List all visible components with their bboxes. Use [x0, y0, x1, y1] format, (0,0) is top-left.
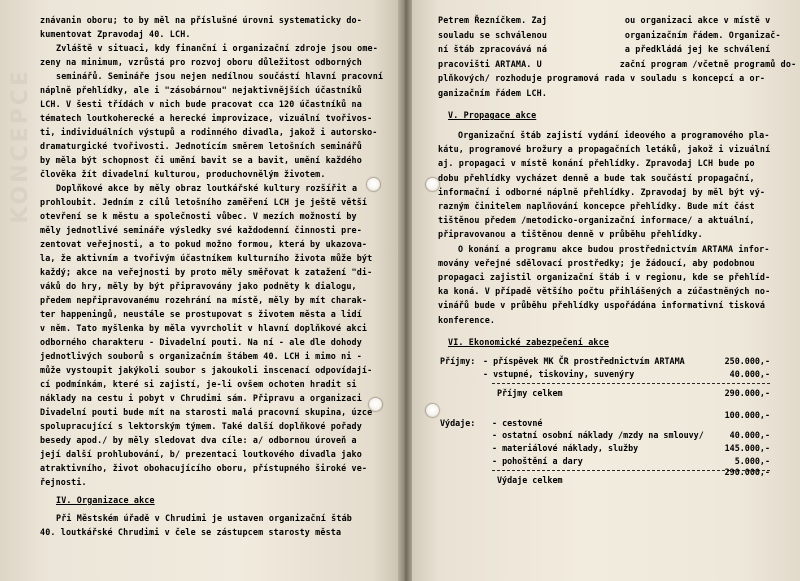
right-text-line: ka koná. V případě většího počtu přihlášených a zúčastněných no- — [438, 286, 771, 297]
left-text-line: náplně přehlídky, ale i "zásobárnou" nejaktivnějších účastníků — [40, 85, 362, 95]
left-text-line: v něm. Tato myšlenka by měla vyvrcholit v hlavní doplňkové akci — [40, 323, 368, 333]
left-text-line: spolupracující s lektorským týmem. Také další doplňkové pořady — [40, 421, 362, 431]
binding-hole-lower-right — [426, 404, 439, 417]
left-text-line: kumentovat Zpravodaj 40. LCH. — [40, 29, 191, 39]
left-text-line: Divadelní pouti bude mít na starosti malá pracovní skupina, úzce — [40, 407, 373, 417]
left-text-line: měly jednotlivé semináře výsledky své každodenní činnosti pre- — [40, 225, 362, 235]
right-text-line: dobu přehlídky vycházet denně a bude tak součástí propagační, — [438, 172, 755, 183]
left-text-line: řejnosti. — [40, 477, 87, 487]
left-text-line: ti, individuálních výstupů a rodinného divadla, jakož i autorsko- — [40, 127, 378, 137]
right-text-line: vinářů bude v průběhu přehlídky uspořádána informativní tisková — [438, 300, 766, 311]
left-text-line: odborného charakteru - Divadelní pouti. Na ní - ale dle dohody — [40, 337, 362, 347]
right-text-line: ní štáb zpracovává ná a předkládá jej ke schválení — [438, 44, 771, 54]
expense-item-amount: 40.000,- — [729, 429, 770, 440]
binding-hole-upper-left — [367, 178, 380, 191]
left-text-line: prohloubit. Jedním z cílů letošního zaměření LCH je ještě větší — [40, 197, 368, 207]
left-text-line: tématech loutkoherecké a herecké improvizace, vizuální tvořivos- — [40, 113, 373, 123]
expense-item-amount: 100.000,- — [724, 409, 770, 420]
expense-item-amount: 5.000,- — [734, 455, 770, 466]
right-text-line: připravovanou a tištěnou denně v průběhu přehlídky. — [438, 229, 703, 240]
income-label: Příjmy: — [440, 355, 476, 366]
income-total-label: Příjmy celkem — [497, 387, 563, 398]
expense-total-amount: 290.000,- — [724, 466, 770, 477]
left-text-line: Doplňkové akce by měly obraz loutkářské kultury rozšířit a — [56, 183, 358, 193]
income-rule — [492, 383, 770, 384]
right-text-line: aj. propagaci v místě konání přehlídky. Zpravodaj LCH bude po — [438, 158, 755, 169]
income-item-amount: 40.000,- — [729, 368, 770, 379]
expense-item-amount: 145.000,- — [724, 442, 770, 453]
left-text-line: zentovat veřejnosti, a to pokud možno formou, která by ukazova- — [40, 239, 368, 249]
right-text-line: tištěnou předem /metodicko-organizační informace/ a aktuální, — [438, 215, 755, 226]
right-text-line: informační i odborné náplně přehlídky. Zpravodaj by měl být vý- — [438, 186, 766, 197]
right-text-line: souladu se schválenou organizačním řádem. Organizač- — [438, 29, 781, 40]
right-text-line: Petrem Řezníčkem. Zaj ou organizaci akce v místě v — [438, 15, 771, 25]
expense-item-label: - pohoštění a dary — [492, 455, 583, 466]
left-text-line: ter happeningů, neustále se prostupovat s životem města a lidí — [40, 309, 362, 319]
left-text-line: otevření se k městu a společnosti vůbec. V mezích možností by — [40, 211, 357, 221]
right-text-line: ganizačním řádem LCH. — [438, 87, 548, 98]
left-text-line: by měla být schopnost či umění bavit se a bavit, umění každého — [40, 155, 362, 165]
left-text-line: Zvláště v situaci, kdy finanční i organizační zdroje jsou ome- — [56, 43, 378, 53]
book-gutter — [398, 0, 412, 581]
margin-ghost-title: KONCEPCE — [8, 68, 33, 224]
income-item-label: - vstupné, tiskoviny, suvenýry — [483, 368, 635, 379]
income-item-label: - příspěvek MK ČR prostřednictvím ARTAMA — [483, 355, 685, 366]
left-text-line: cí podmínkám, které si zajistí, je-li ovšem ochoten hradit si — [40, 379, 357, 389]
left-text-line: atraktivního, život obohacujícího oboru, přístupného široké ve- — [40, 463, 368, 473]
left-text-line: dramaturgické tvořivosti. Jednotícím směrem letošních seminářů — [40, 141, 362, 151]
section-heading-propagace: V. Propagace akce — [448, 110, 537, 120]
left-text-line: náklady na cestu i pobyt v Chrudimi sám. Připravu a organizaci — [40, 393, 362, 403]
right-text-line: konference. — [438, 314, 496, 325]
income-total-amount: 290.000,- — [724, 387, 770, 398]
expense-item-label: - ostatní osobní náklady /mzdy na smlouvy/ — [492, 429, 704, 440]
section-heading-ekonomicke: VI. Ekonomické zabezpečení akce — [448, 336, 609, 347]
left-text-line: besedy apod./ by měly sledovat dva cíle: a/ odbornou úroveň a — [40, 435, 357, 445]
left-text-line: její další prohlubování, b/ prezentaci loutkového divadla jako — [40, 449, 362, 459]
right-text-line: O konání a programu akce budou prostřednictvím ARTAMA infor- — [458, 243, 770, 254]
left-text-line: jednotlivých souborů s organizačním štábem 40. LCH i mimo ni - — [40, 351, 362, 361]
right-text-line: Organizační štáb zajistí vydání ideového a programového pla- — [458, 130, 770, 140]
left-text-line: LCH. V šesti třídách v nich bude pracovat cca 120 účastníků na — [40, 99, 362, 109]
right-text-line: razným činitelem naplňování koncepce přehlídky. Bude mít část — [438, 201, 755, 211]
left-text-line: 40. loutkářské Chrudimi v čele se zástupcem starosty města — [40, 527, 342, 537]
left-text-line: zeny na minimum, vzrůstá pro rozvoj oboru důležitost odborných — [40, 57, 362, 67]
left-text-line: Při Městském úřadě v Chrudimi je ustaven organizační štáb — [56, 513, 352, 523]
right-text-line: plňkových/ rozhoduje programová rada v souladu s koncepcí a or- — [438, 73, 766, 83]
expense-label: Výdaje: — [440, 417, 476, 428]
section-heading-organizace: IV. Organizace akce — [56, 495, 155, 505]
right-text-line: kátu, programové brožury a propagačních letáků, jakož i vizuální — [438, 144, 771, 155]
left-text-line: la, že aktivním a tvořivým účastníkem kulturního života může být — [40, 253, 373, 263]
expense-item-label: - cestovné — [492, 417, 543, 428]
expense-item-label: - materiálové náklady, služby — [492, 442, 639, 453]
left-text-line: předem nepřipravovanému rozehrání na místě, měly by mít charak- — [40, 295, 368, 305]
right-text-line: movány veřejné sdělovací prostředky; je žádoucí, aby podobnou — [438, 257, 755, 268]
left-text-line: znávanin oboru; to by měl na příslušné úrovni systematicky do- — [40, 15, 362, 25]
right-text-line: pracovišti ARTAMA. U zační program /včetně programů do- — [438, 58, 797, 69]
left-text-line: může vystoupit jakýkoli soubor s jakoukoli inscenací odpovídají- — [40, 365, 373, 375]
left-text-line: člověka žít divadelní kulturou, produchovnělým životem. — [40, 169, 326, 179]
left-text-line: váků do hry, měly by být připravovány jako podněty k dialogu, — [40, 281, 357, 291]
left-text-line: každý; akce na veřejnosti by proto měly směřovat k zatažení "di- — [40, 267, 373, 277]
income-item-amount: 250.000,- — [724, 355, 770, 366]
right-text-line: propagaci zajistil organizační štáb i v regionu, kde se přehlíd- — [438, 272, 771, 282]
left-text-line: seminářů. Semináře jsou nejen nedílnou součástí hlavní pracovní — [56, 71, 384, 81]
expense-total-label: Výdaje celkem — [497, 474, 563, 485]
